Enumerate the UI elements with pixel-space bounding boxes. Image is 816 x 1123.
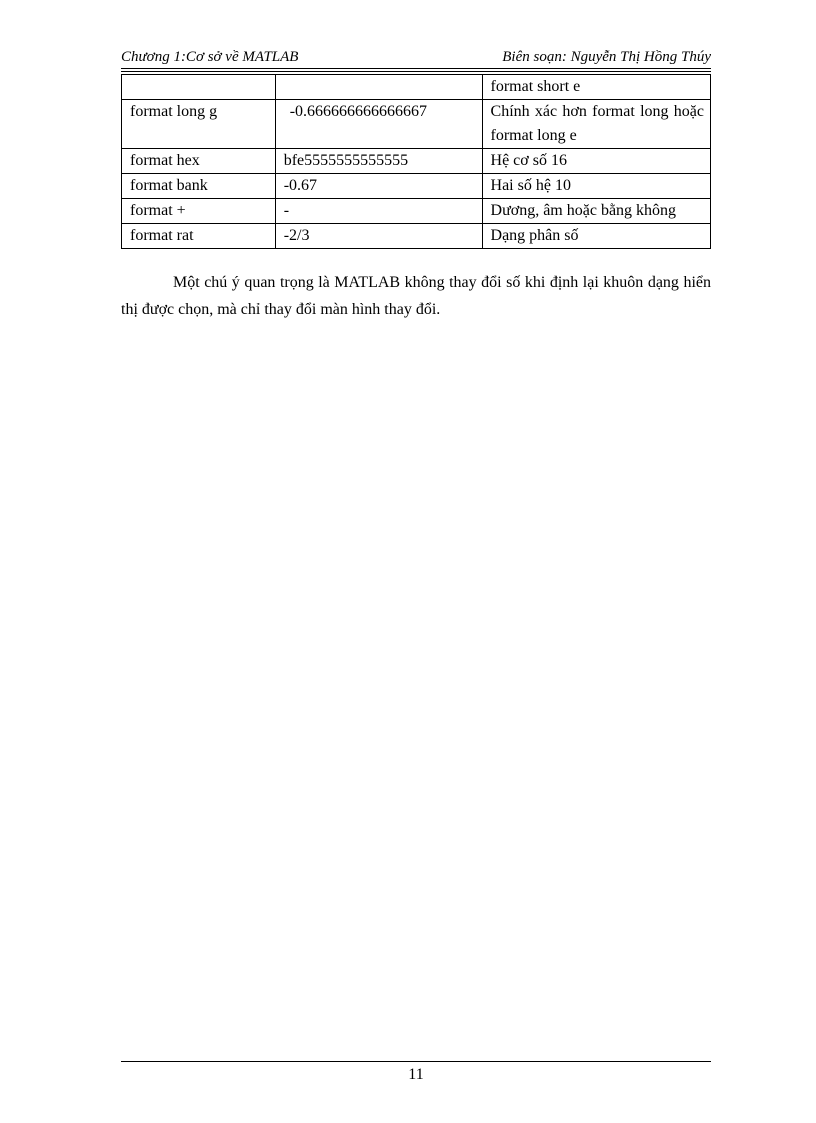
table-cell-description: Chính xác hơn format long hoặc format long e	[482, 100, 710, 149]
chapter-title: Chương 1:Cơ sở về MATLAB	[121, 49, 299, 65]
body-paragraph: Một chú ý quan trọng là MATLAB không thay đổi số khi định lại khuôn dạng hiển thị được chọn, mà chỉ thay đổi màn hình thay đổi.	[121, 274, 711, 318]
table-cell-result: -0.67	[275, 174, 482, 199]
table-cell-command: format +	[122, 199, 276, 224]
table-cell-result: -0.666666666666667	[275, 100, 482, 149]
footer-rule	[121, 1061, 711, 1062]
author-credit: Biên soạn: Nguyễn Thị Hồng Thúy	[502, 49, 711, 65]
table-cell-result: -	[275, 199, 482, 224]
table-cell-description: Hai số hệ 10	[482, 174, 710, 199]
table-cell-description: Hệ cơ số 16	[482, 149, 710, 174]
table-row	[122, 199, 711, 224]
table-cell-description: format short e	[482, 75, 710, 100]
table-cell-command: format long g	[122, 100, 276, 149]
table-cell-command	[122, 75, 276, 100]
table-row	[122, 100, 711, 149]
header-rule	[121, 68, 711, 69]
table-row	[122, 149, 711, 174]
page-number: 11	[408, 1066, 424, 1083]
table-cell-description: Dạng phân số	[482, 224, 710, 249]
table-cell-result	[275, 75, 482, 100]
table-cell-result: -2/3	[275, 224, 482, 249]
table-cell-description: Dương, âm hoặc bằng không	[482, 199, 710, 224]
table-cell-result: bfe5555555555555	[275, 149, 482, 174]
format-table	[121, 74, 711, 249]
table-cell-command: format bank	[122, 174, 276, 199]
table-cell-command: format hex	[122, 149, 276, 174]
header-rule-double	[121, 71, 711, 72]
table-row	[122, 75, 711, 100]
page-header	[121, 46, 711, 68]
table-cell-command: format rat	[122, 224, 276, 249]
table-row	[122, 224, 711, 249]
table-row	[122, 174, 711, 199]
